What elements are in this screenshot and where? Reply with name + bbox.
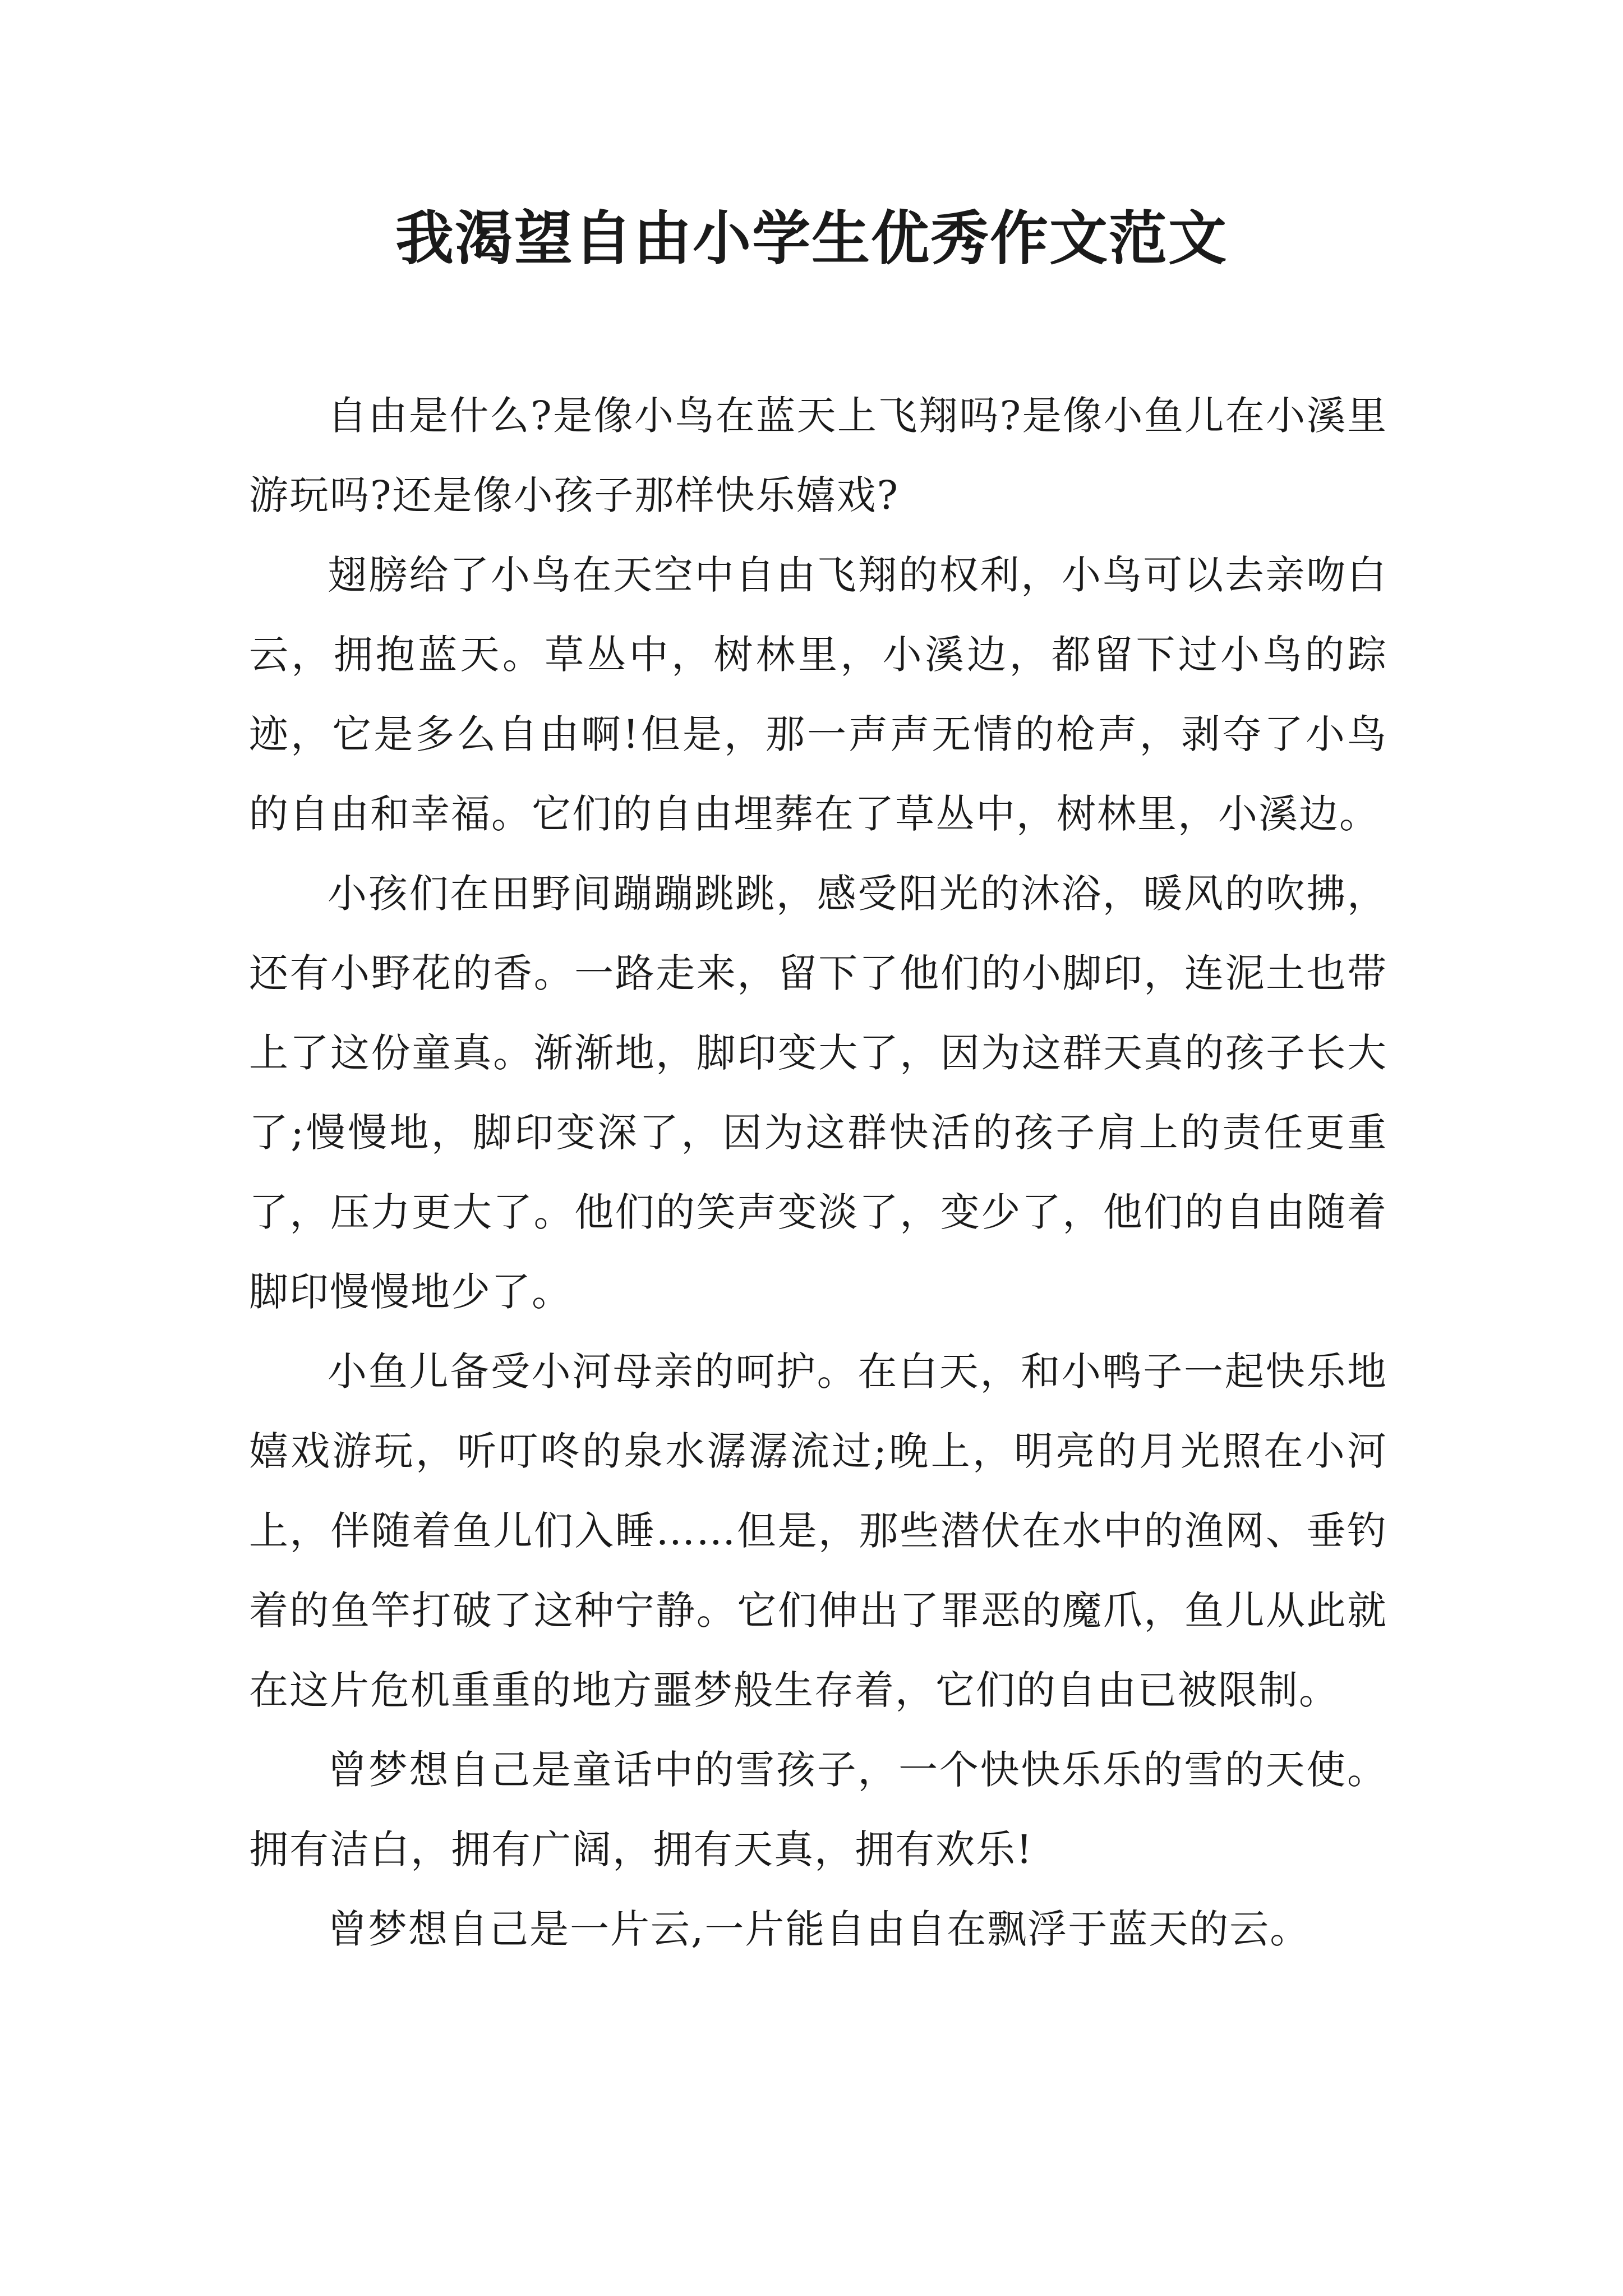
paragraph-5: 曾梦想自己是童话中的雪孩子，一个快快乐乐的雪的天使。拥有洁白，拥有广阔，拥有天真，拥有欢乐! [249, 1747, 1387, 1872]
paragraph-6: 曾梦想自己是一片云,一片能自由自在飘浮于蓝天的云。 [328, 1906, 1311, 1952]
document-title: 我渴望自由小学生优秀作文范文 [395, 204, 1228, 273]
paragraph-1: 自由是什么?是像小鸟在蓝天上飞翔吗?是像小鱼儿在小溪里游玩吗?还是像小孩子那样快乐嬉戏? [249, 393, 1387, 518]
document-body [249, 376, 1387, 1969]
paragraph-4: 小鱼儿备受小河母亲的呵护。在白天，和小鸭子一起快乐地嬉戏游玩，听叮咚的泉水潺潺流过;晚上，明亮的月光照在小河上，伴随着鱼儿们入睡……但是，那些潜伏在水中的渔网、垂钓着的鱼竿打破了这种宁静。它们伸出了罪恶的魔爪，鱼儿从此就在这片危机重重的地方噩梦般生存着，它们的自由已被限制。 [249, 1349, 1387, 1713]
paragraph-2: 翅膀给了小鸟在天空中自由飞翔的权利，小鸟可以去亲吻白云，拥抱蓝天。草丛中，树林里，小溪边，都留下过小鸟的踪迹，它是多么自由啊!但是，那一声声无情的枪声，剥夺了小鸟的自由和幸福。它们的自由埋葬在了草丛中，树林里，小溪边。 [249, 552, 1387, 837]
paragraph-3: 小孩们在田野间蹦蹦跳跳，感受阳光的沐浴，暖风的吹拂，还有小野花的香。一路走来，留下了他们的小脚印，连泥土也带上了这份童真。渐渐地，脚印变大了，因为这群天真的孩子长大了;慢慢地，脚印变深了，因为这群快活的孩子肩上的责任更重了，压力更大了。他们的笑声变淡了，变少了，他们的自由随着脚印慢慢地少了。 [249, 871, 1387, 1315]
